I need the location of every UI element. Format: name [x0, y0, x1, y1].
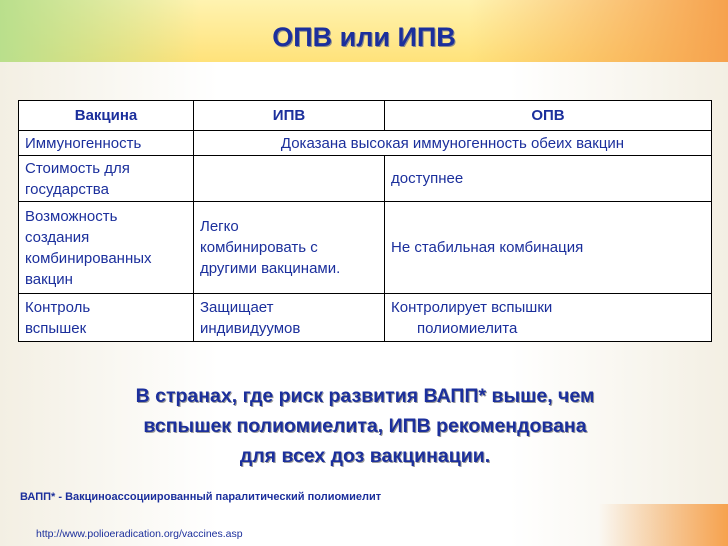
footnote: ВАПП* - Вакциноассоциированный паралитический полиомиелит: [20, 491, 382, 503]
label-line: Возможность: [25, 207, 118, 225]
slide-title: ОПВ или ИПВ: [272, 22, 456, 52]
opv-cell: Не стабильная комбинация: [385, 202, 712, 294]
label-line: Стоимость для: [25, 159, 130, 177]
cell-line: Защищает: [200, 298, 274, 316]
opv-cell: [385, 294, 712, 342]
note-line: В странах, где риск развития ВАПП* выше, чем: [135, 385, 595, 407]
row-label: [19, 294, 194, 342]
comparison-table: [18, 100, 712, 342]
cell-line: комбинировать с: [200, 239, 318, 256]
header-opv: ОПВ: [385, 101, 712, 131]
row-label: [19, 156, 194, 202]
label-line: государства: [25, 180, 109, 198]
table-row-immunogenicity: [19, 131, 712, 156]
cell-line: полиомиелита: [417, 319, 518, 337]
table-row-cost: [19, 156, 712, 202]
table-row-combination: [19, 202, 712, 294]
note-line: вспышек полиомиелита, ИПВ рекомендована: [143, 415, 587, 437]
note-line: для всех доз вакцинации.: [239, 445, 491, 467]
ipv-cell: [194, 202, 385, 294]
header-ipv: ИПВ: [194, 101, 385, 131]
label-line: Контроль: [25, 298, 91, 316]
cell-line: другими вакцинами.: [200, 260, 341, 277]
corner-decoration: [598, 504, 728, 546]
label-line: вакцин: [25, 270, 73, 288]
row-label: Иммуногенность: [19, 131, 194, 156]
table-header-row: [19, 101, 712, 131]
ipv-cell: [194, 294, 385, 342]
ipv-cell: [194, 156, 385, 202]
merged-cell: Доказана высокая иммуногенность обеих вакцин: [194, 131, 712, 156]
label-line: комбинированных: [25, 249, 152, 267]
cell-line: индивидуумов: [200, 319, 301, 337]
header-vaccine: Вакцина: [19, 101, 194, 131]
cell-line: Контролирует вспышки: [391, 298, 553, 316]
recommendation-note: [40, 381, 690, 471]
label-line: вспышек: [25, 319, 87, 337]
label-line: создания: [25, 228, 90, 246]
row-label: [19, 202, 194, 294]
opv-cell: доступнее: [385, 156, 712, 202]
table-row-outbreaks: [19, 294, 712, 342]
cell-line: Легко: [200, 218, 239, 235]
source-url: http://www.polioeradication.org/vaccines.asp: [36, 528, 243, 540]
